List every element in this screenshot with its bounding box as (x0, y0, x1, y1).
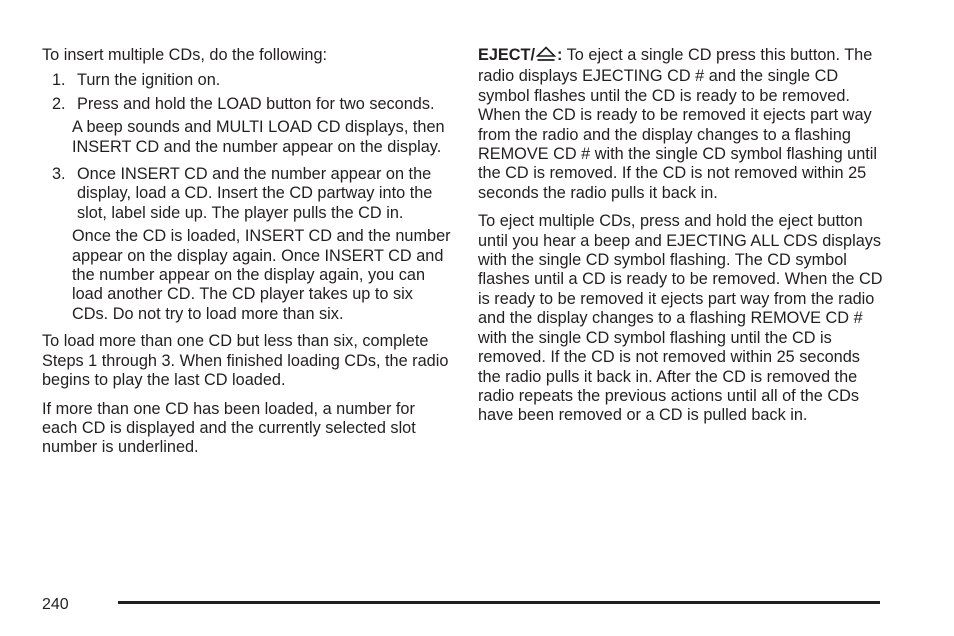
load-paragraph: To load more than one CD but less than six, complete Steps 1 through 3. When finished loading CDs, the radio begins to play the last CD loaded. (42, 332, 449, 390)
eject-colon: : (557, 46, 563, 64)
step-text: Press and hold the LOAD button for two seconds. (77, 94, 435, 113)
right-column (478, 46, 883, 435)
step-2 (42, 95, 452, 114)
step-number: 2. (52, 94, 66, 113)
eject-single-text: To eject a single CD press this button. The radio displays EJECTING CD # and the single CD symbol flashes until the CD is ready to be removed. When the CD is ready to be removed it ejects part way from the radio and the display changes to a flashing REMOVE CD # with the single CD symbol flashing until the CD is removed. If the CD is not removed within 25 seconds the radio pulls it back in. (478, 46, 878, 202)
footer-rule (118, 601, 880, 604)
step-text: Once INSERT CD and the number appear on the display, load a CD. Insert the CD partway into the slot, label side up. The player pulls the CD in. (77, 165, 433, 222)
step-text: Turn the ignition on. (77, 71, 221, 90)
step-3-note: Once the CD is loaded, INSERT CD and the number appear on the display again. Once INSERT CD and the number appear on the display again, you can load another CD. The CD player takes up to six CDs. Do not try to load more than six. (72, 227, 451, 323)
step-2-note: A beep sounds and MULTI LOAD CD displays, then INSERT CD and the number appear on the display. (72, 118, 445, 156)
page-number: 240 (42, 596, 69, 613)
eject-label: EJECT/ (478, 46, 536, 64)
eject-heading (478, 46, 562, 64)
eject-icon (536, 46, 556, 67)
intro-text: To insert multiple CDs, do the following: (42, 46, 328, 64)
number-display-paragraph: If more than one CD has been loaded, a number for each CD is displayed and the currently selected slot number is underlined. (42, 399, 416, 457)
step-1 (42, 71, 452, 90)
step-3 (42, 165, 452, 223)
step-number: 3. (52, 165, 66, 184)
left-column (42, 46, 452, 467)
eject-single-paragraph (478, 46, 883, 203)
step-number: 1. (52, 71, 66, 90)
eject-multiple-paragraph: To eject multiple CDs, press and hold the eject button until you hear a beep and EJECTING ALL CDS displays with the single CD symbol flashing. The CD symbol flashes until a CD is ready to be removed. When the CD is ready to be removed it ejects part way from the radio and the display changes to a flashing REMOVE CD # with the single CD symbol flashing until the CD is removed. If the CD is not removed within 25 seconds the radio pulls it back in. After the CD is removed the radio repeats the previous actions until all of the CDs have been removed or a CD is pulled back in. (478, 212, 883, 425)
